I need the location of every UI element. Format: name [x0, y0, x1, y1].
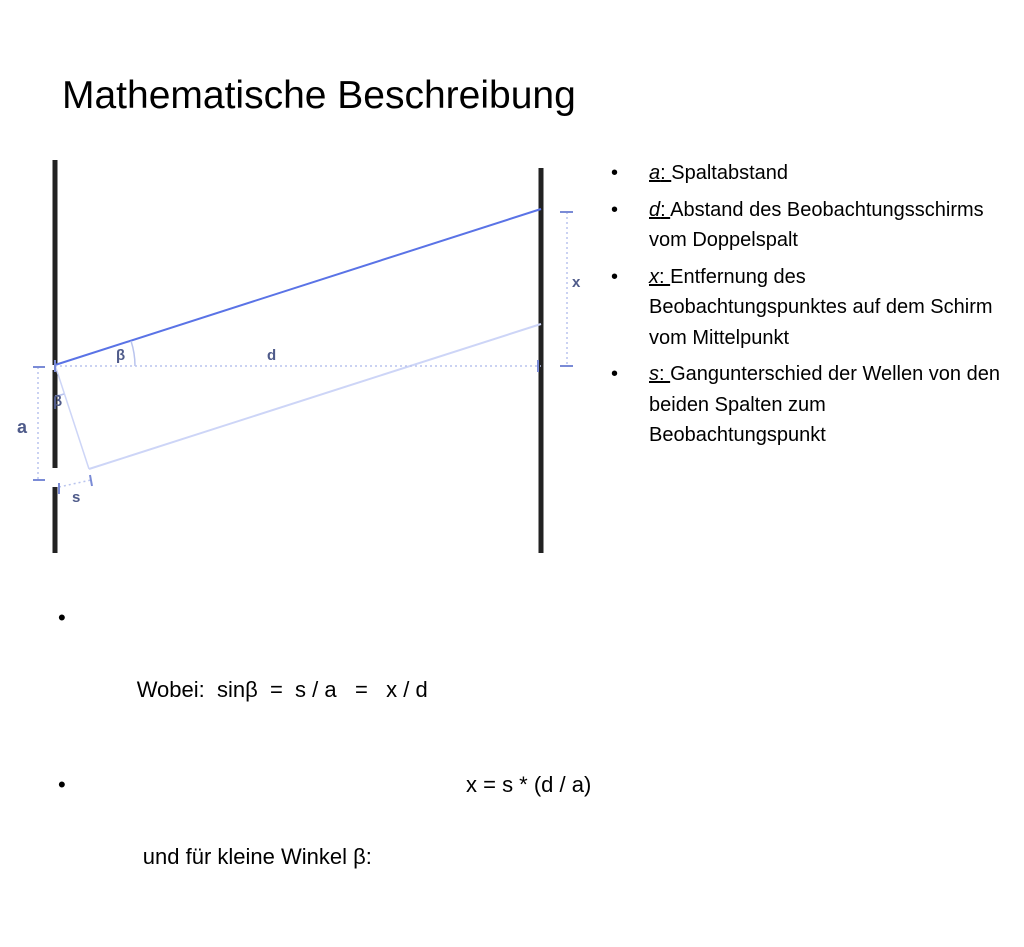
bullet-icon: •	[611, 162, 619, 184]
definition-text: Gangunterschied der Wellen von den beiden Spalten zum Beobachtungspunkt	[649, 363, 1000, 446]
label-x: x	[572, 274, 581, 291]
definition-separator: :	[660, 198, 671, 221]
definition-item	[607, 359, 1007, 451]
bullet-icon: •	[58, 605, 66, 630]
label-a: a	[17, 417, 28, 437]
formula-list	[58, 600, 592, 947]
definition-item	[607, 195, 1007, 256]
definition-variable: a	[649, 162, 661, 184]
definition-separator: :	[659, 265, 671, 288]
formula-small-angle-label: und für kleine Winkel β:	[136, 844, 372, 869]
definition-text: Spaltabstand	[671, 162, 789, 184]
formula-sin-beta: Wobei: sinβ = s / a = x / d	[136, 677, 428, 702]
bullet-icon: •	[58, 772, 66, 797]
definition-item	[607, 262, 1007, 354]
definition-term	[649, 266, 670, 288]
slide-title: Mathematische Beschreibung	[62, 74, 576, 117]
definition-separator: :	[660, 162, 672, 184]
definition-variable: s	[649, 363, 659, 385]
formula-item	[58, 600, 428, 744]
formula-x-equation: x = s * (d / a)	[466, 772, 592, 797]
label-beta-side: β	[53, 393, 63, 410]
definition-separator: :	[659, 363, 671, 385]
label-d: d	[267, 347, 277, 364]
definition-text: Abstand des Beobachtungsschirms vom Doppelspalt	[649, 198, 984, 251]
double-slit-diagram	[17, 160, 600, 553]
bullet-icon: •	[611, 198, 619, 221]
definition-term	[649, 363, 670, 385]
label-s: s	[72, 489, 81, 506]
definition-item	[607, 158, 1007, 189]
bullet-icon: •	[611, 265, 619, 288]
definition-variable: d	[649, 198, 661, 221]
label-beta-top: β	[116, 347, 126, 364]
definition-text: Entfernung des Beobachtungspunktes auf dem Schirm vom Mittelpunkt	[649, 265, 993, 349]
formula-item	[58, 767, 592, 947]
definition-variable: x	[649, 265, 659, 288]
definition-list	[607, 158, 1007, 457]
definition-term	[649, 162, 671, 184]
diagram-svg	[17, 160, 600, 553]
definition-term	[649, 199, 670, 221]
bullet-icon: •	[611, 363, 619, 385]
